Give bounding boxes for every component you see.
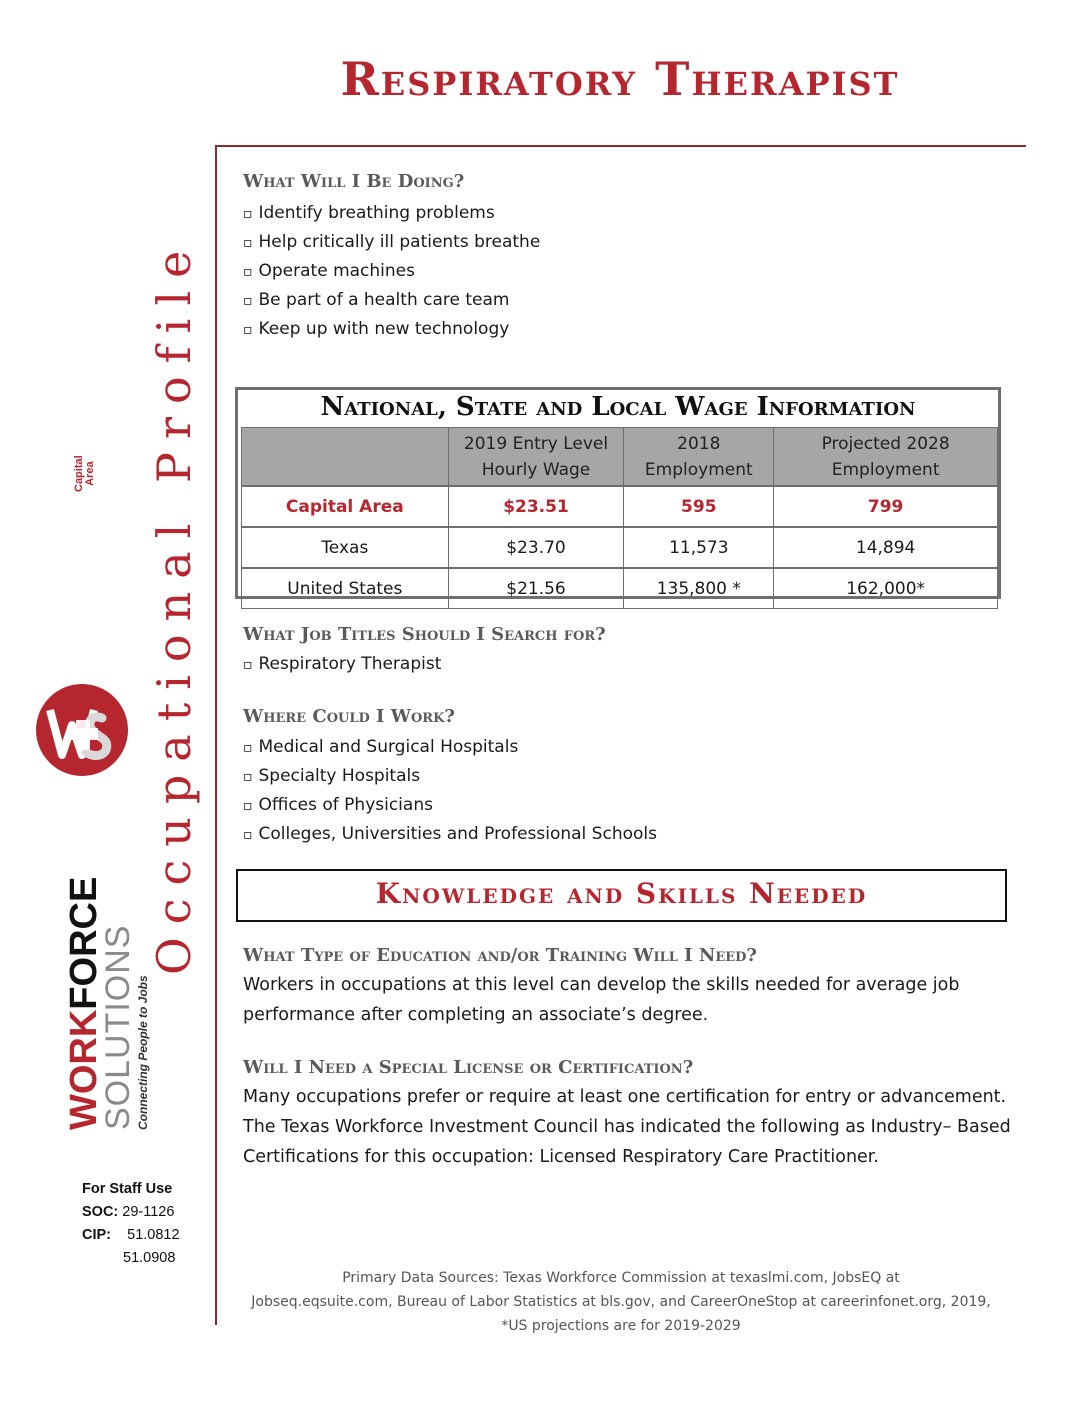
staff-use-block [82,1178,180,1270]
table-cell: 135,800 * [624,568,774,609]
table-cell: Texas [242,527,449,568]
list-item: ▫ Keep up with new technology [243,315,540,344]
logo-solutions-text: SOLUTIONS [99,924,137,1130]
license-heading: Will I Need a Special License or Certification? [243,1057,694,1078]
cip-code: 51.0908 [123,1250,176,1266]
work-where-heading: Where Could I Work? [243,706,455,727]
soc-code: 29-1126 [122,1204,175,1220]
list-item: ▫ Help critically ill patients breathe [243,228,540,257]
data-sources [236,1266,1006,1338]
table-cell: 162,000* [774,568,998,609]
list-item: ▫ Specialty Hospitals [243,762,657,791]
table-cell: 799 [774,486,998,527]
list-item: ▫ Offices of Physicians [243,791,657,820]
table-row [242,527,998,568]
logo-work-text: WORK [63,1009,105,1130]
logo-capital-text: Capital [73,455,85,492]
table-cell: $23.51 [448,486,624,527]
staff-heading: For Staff Use [82,1181,173,1197]
sources-line: Primary Data Sources: Texas Workforce Commission at texaslmi.com, JobsEQ at [342,1270,900,1286]
list-item: ▫ Respiratory Therapist [243,650,441,679]
table-cell: Capital Area [242,486,449,527]
logo-force-text: FORCE [63,876,105,1010]
logo-capital-area [74,455,96,492]
table-header: 2018 Employment [624,428,774,487]
page-title: Respiratory Therapist [340,52,900,106]
logo-tagline: Connecting People to Jobs [136,975,150,1130]
wage-table-title: National, State and Local Wage Information [320,392,916,422]
table-header: 2019 Entry Level Hourly Wage [448,428,624,487]
table-cell: United States [242,568,449,609]
cip-label: CIP: [82,1227,111,1243]
education-text: Workers in occupations at this level can develop the skills needed for average job performance after completing an associate’s degree. [243,975,960,1025]
cip-code: 51.0812 [127,1227,180,1243]
table-header: Projected 2028 Employment [774,428,998,487]
table-cell: 11,573 [624,527,774,568]
soc-label: SOC: [82,1204,119,1220]
job-titles-list [243,650,441,679]
table-cell: $23.70 [448,527,624,568]
table-header [242,428,449,487]
table-row [242,568,998,609]
job-titles-heading: What Job Titles Should I Search for? [243,624,606,645]
left-divider [215,145,217,1325]
education-heading: What Type of Education and/or Training Will I Need? [243,945,757,966]
work-where-list [243,733,657,849]
logo-emblem-icon [32,680,132,780]
list-item: ▫ Operate machines [243,257,540,286]
license-text: Many occupations prefer or require at least one certification for entry or advancement. The Texas Workforce Investment Council has indicated the following as Industry– Based Certifications for this occupation: Licensed Respiratory Care Practitioner. [243,1087,1011,1167]
logo-area-text: Area [84,461,96,486]
list-item: ▫ Identify breathing problems [243,199,540,228]
wage-table [241,427,998,609]
list-item: ▫ Be part of a health care team [243,286,540,315]
sources-line: *US projections are for 2019-2029 [501,1318,741,1334]
doing-list [243,199,540,344]
table-cell: $21.56 [448,568,624,609]
list-item: ▫ Colleges, Universities and Professional Schools [243,820,657,849]
list-item: ▫ Medical and Surgical Hospitals [243,733,657,762]
knowledge-skills-banner: Knowledge and Skills Needed [236,869,1007,922]
table-cell: 595 [624,486,774,527]
title-divider [216,145,1026,147]
table-cell: 14,894 [774,527,998,568]
logo-wordmark [63,876,150,1130]
table-row [242,486,998,527]
doing-heading: What Will I Be Doing? [243,171,465,192]
wage-table-box [235,387,1001,599]
side-title: Occupational Profile [147,237,201,975]
sources-line: Jobseq.eqsuite.com, Bureau of Labor Statistics at bls.gov, and CareerOneStop at careerinfonet.org, 2019, [251,1294,991,1310]
